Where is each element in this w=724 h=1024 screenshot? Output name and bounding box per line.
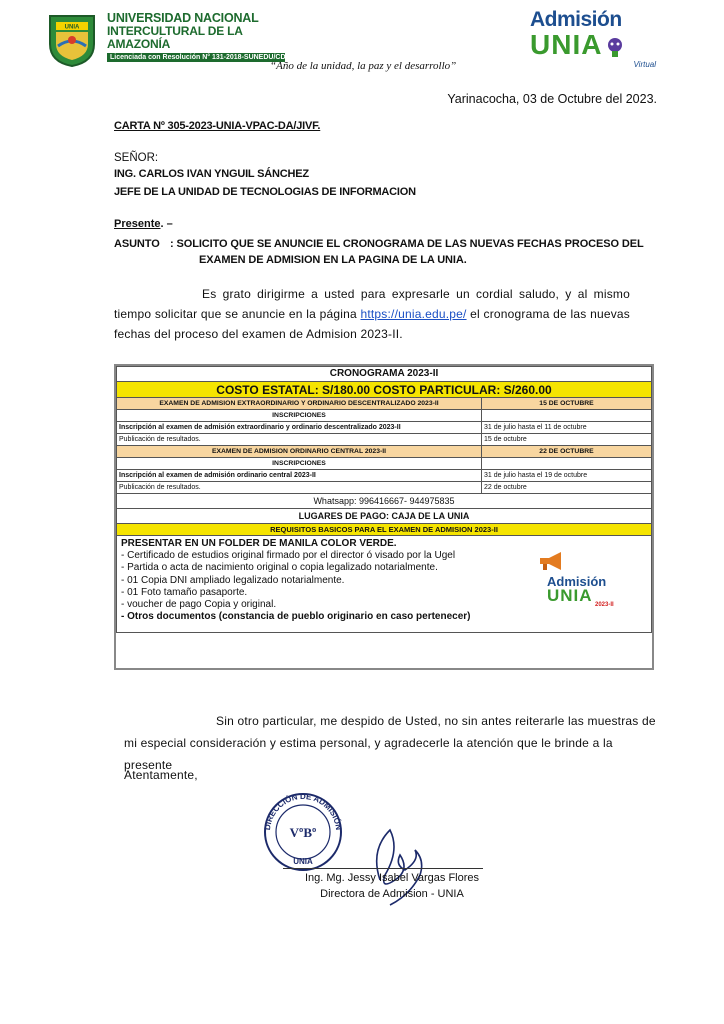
table-row: Inscripción al examen de admisión ordinario central 2023-II	[117, 470, 482, 482]
admision-logo-word: Admisión	[530, 8, 622, 31]
salutation: SEÑOR:	[114, 152, 159, 164]
requirements-box	[116, 536, 652, 633]
signer-role: Directora de Admision - UNIA	[320, 888, 464, 900]
subject-block	[114, 236, 654, 268]
section1-title: EXAMEN DE ADMISION EXTRAORDINARIO Y ORDINARIO DESCENTRALIZADO 2023-II	[117, 398, 482, 410]
mascot-icon	[604, 36, 626, 58]
payment-place: LUGARES DE PAGO: CAJA DE LA UNIA	[117, 509, 652, 524]
mini-logo-word: Admisión	[547, 574, 607, 589]
presente-suffix: . –	[160, 218, 173, 230]
mini-logo-term: 2023-II	[595, 602, 614, 608]
virtual-tag: Virtual	[633, 60, 656, 69]
stamp-bottom-text: UNIA	[293, 857, 313, 866]
license-banner: Licenciada con Resolución N° 131-2018-SUNEDU/CD	[107, 53, 285, 62]
section2-title: EXAMEN DE ADMISION ORDINARIO CENTRAL 2023-II	[117, 446, 482, 458]
body-text-part1: Es grato dirigirme a usted para expresarle un cordial saludo, y al mismo tiempo solicitar que se anuncie en la página	[114, 287, 630, 321]
university-name-line1: UNIVERSIDAD NACIONAL	[107, 11, 259, 25]
signature-line	[283, 868, 483, 869]
schedule-title: CRONOGRAMA 2023-II	[117, 367, 652, 382]
mini-logo-unia: UNIA	[547, 586, 593, 605]
presente-line	[114, 218, 173, 230]
vobo-stamp	[258, 790, 348, 874]
table-cell-date: 31 de julio hasta el 19 de octubre	[482, 470, 652, 482]
body-text-part2: el cronograma de las nuevas fechas del proceso del examen de Admision 2023-II.	[114, 307, 630, 341]
list-item: - 01 Copia DNI ampliado legalizado notarialmente.	[121, 574, 345, 586]
list-item: PRESENTAR EN UN FOLDER DE MANILA COLOR VERDE.	[121, 538, 397, 549]
table-row: Inscripción al examen de admisión extraordinario y ordinario descentralizado 2023-II	[117, 422, 482, 434]
letter-reference: CARTA Nº 305-2023-UNIA-VPAC-DA/JIVF.	[114, 120, 321, 132]
table-row: Publicación de resultados.	[117, 482, 482, 494]
list-item: - 01 Foto tamaño pasaporte.	[121, 586, 248, 598]
recipient-name: ING. CARLOS IVAN YNGUIL SÁNCHEZ	[114, 168, 309, 180]
unia-logo-word: UNIA	[530, 29, 603, 60]
table-cell-date: 15 de octubre	[482, 434, 652, 446]
university-name-line2: INTERCULTURAL DE LA AMAZONÍA	[107, 24, 243, 51]
closing-text: Sin otro particular, me despido de Usted, no sin antes reiterarle las muestras de mi especial consideración y estima personal, y agradecerle la atención que le brinde a la presente	[124, 714, 656, 772]
university-name-block	[107, 12, 287, 62]
table-cell-date: 22 de octubre	[482, 482, 652, 494]
list-item: - Otros documentos (constancia de pueblo originario en caso pertenecer)	[121, 611, 471, 623]
section2-date: 22 DE OCTUBRE	[482, 446, 652, 458]
letter-body-paragraph	[114, 284, 630, 344]
recipient-title: JEFE DE LA UNIDAD DE TECNOLOGIAS DE INFORMACION	[114, 186, 416, 198]
table-cell-date: 31 de julio hasta el 11 de octubre	[482, 422, 652, 434]
admision-mini-logo	[537, 550, 627, 620]
admission-schedule-table	[114, 364, 654, 670]
subject-line1: : SOLICITO QUE SE ANUNCIE EL CRONOGRAMA DE LAS NUEVAS FECHAS PROCESO DEL	[170, 238, 644, 250]
whatsapp-contact: Whatsapp: 996416667- 944975835	[117, 494, 652, 509]
year-motto: “Año de la unidad, la paz y el desarrollo”	[270, 60, 457, 72]
unia-website-link[interactable]: https://unia.edu.pe/	[360, 307, 467, 321]
list-item: - Certificado de estudios original firmado por el director ó visado por la Ugel	[121, 550, 456, 562]
section1-inscripciones-label: INSCRIPCIONES	[117, 410, 482, 422]
list-item: - Partida o acta de nacimiento original o copia legalizado notarialmente.	[121, 562, 438, 574]
table-row: Publicación de resultados.	[117, 434, 482, 446]
requirements-list	[121, 538, 471, 623]
subject-label: ASUNTO	[114, 238, 160, 250]
seal-text: UNIA	[64, 24, 80, 31]
sign-off: Atentamente,	[124, 768, 198, 782]
section2-inscripciones-label: INSCRIPCIONES	[117, 458, 482, 470]
list-item: - voucher de pago Copia y original.	[121, 599, 277, 611]
admision-unia-logo	[530, 8, 660, 70]
presente-word: Presente	[114, 218, 161, 230]
stamp-arc-text: DIRECCIÓN DE ADMISIÓN	[262, 791, 344, 831]
cost-banner: COSTO ESTATAL: S/180.00 COSTO PARTICULAR: S/260.00	[117, 382, 652, 398]
letter-date: Yarinacocha, 03 de Octubre del 2023.	[447, 92, 657, 106]
closing-paragraph	[124, 710, 664, 776]
university-seal-logo	[44, 10, 100, 68]
stamp-center-text: VºBº	[289, 825, 317, 840]
signer-name: Ing. Mg. Jessy Isabel Vargas Flores	[304, 872, 480, 884]
subject-line2: EXAMEN DE ADMISION EN LA PAGINA DE LA UNIA.	[199, 254, 467, 266]
requirements-title: REQUISITOS BASICOS PARA EL EXAMEN DE ADMISION 2023-II	[117, 524, 652, 536]
megaphone-icon	[537, 550, 567, 572]
section1-date: 15 DE OCTUBRE	[482, 398, 652, 410]
